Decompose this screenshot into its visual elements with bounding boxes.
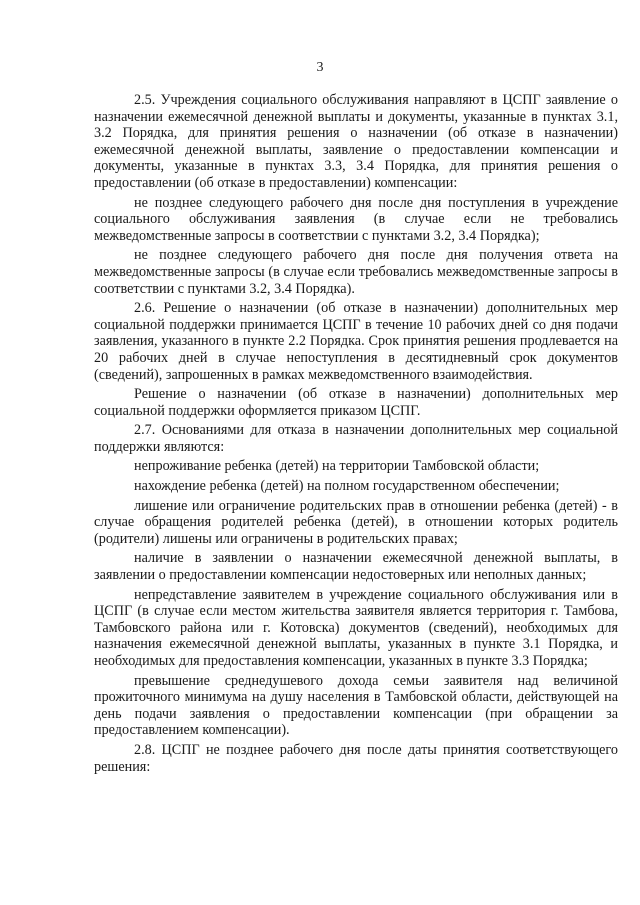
refusal-ground-income: превышение среднедушевого дохода семьи заявителя над величиной прожиточного минимума на душу населения в Тамбовской области, действующей на день подачи заявления о предоставлении компенсации (при обращении за предоставлением компенсации).: [94, 672, 618, 739]
paragraph-2-6: 2.6. Решение о назначении (об отказе в назначении) дополнительных мер социальной поддержки принимается ЦСПГ в течение 10 рабочих дней со дня подачи заявления, указанного в пункте 2.2 Порядка. Срок принятия решения продлевается на 20 рабочих дней в случае непоступления в десятидневный срок документов (сведений), запрошенных в рамках межведомственного взаимодействия.: [94, 300, 618, 383]
paragraph-decision-order: Решение о назначении (об отказе в назначении) дополнительных мер социальной поддержки оформляется приказом ЦСПГ.: [94, 386, 618, 419]
document-body: [94, 92, 618, 778]
paragraph-2-8: 2.8. ЦСПГ не позднее рабочего дня после даты принятия соответствующего решения:: [94, 741, 618, 775]
paragraph-2-5: 2.5. Учреждения социального обслуживания направляют в ЦСПГ заявление о назначении ежемесячной денежной выплаты и документы, указанные в пунктах 3.1, 3.2 Порядка, для принятия решения о назначении (об отказе в назначении) ежемесячной денежной выплаты, заявление о предоставлении компенсации и документы, указанные в пунктах 3.3, 3.4 Порядка, для принятия решения о предоставлении (об отказе в предоставлении) компенсации:: [94, 92, 618, 191]
refusal-ground-missing-documents: непредставление заявителем в учреждение социального обслуживания или в ЦСПГ (в случае если местом жительства заявителя является территория г. Тамбова, Тамбовского района или г. Котовска) документов (сведений), необходимых для назначения ежемесячной денежной выплаты, указанных в пункте 3.1 Порядка, и необходимых для предоставления компенсации, указанных в пункте 3.3 Порядка;: [94, 586, 618, 669]
paragraph-2-7: 2.7. Основаниями для отказа в назначении дополнительных мер социальной поддержки являются:: [94, 422, 618, 455]
paragraph-deadline-after-requests: не позднее следующего рабочего дня после дня получения ответа на межведомственные запросы (в случае если требовались межведомственные запросы в соответствии с пунктами 3.2, 3.4 Порядка).: [94, 247, 618, 297]
refusal-ground-state-care: нахождение ребенка (детей) на полном государственном обеспечении;: [134, 478, 560, 495]
refusal-ground-false-data: наличие в заявлении о назначении ежемесячной денежной выплаты, в заявлении о предоставлении компенсации недостоверных или неполных данных;: [94, 550, 618, 584]
paragraph-deadline-no-requests: не позднее следующего рабочего дня после дня поступления в учреждение социального обслуживания заявления (в случае если не требовались межведомственные запросы в соответствии с пунктами 3.2, 3.4 Порядка);: [94, 194, 618, 244]
refusal-ground-residence: непроживание ребенка (детей) на территории Тамбовской области;: [134, 458, 540, 475]
refusal-ground-parental-rights: лишение или ограничение родительских прав в отношении ребенка (детей) - в случае обращения родителей ребенка (детей), в отношении которых родитель (родители) лишены или ограничены в родительских правах;: [94, 497, 618, 547]
page-number: 3: [316, 60, 324, 75]
